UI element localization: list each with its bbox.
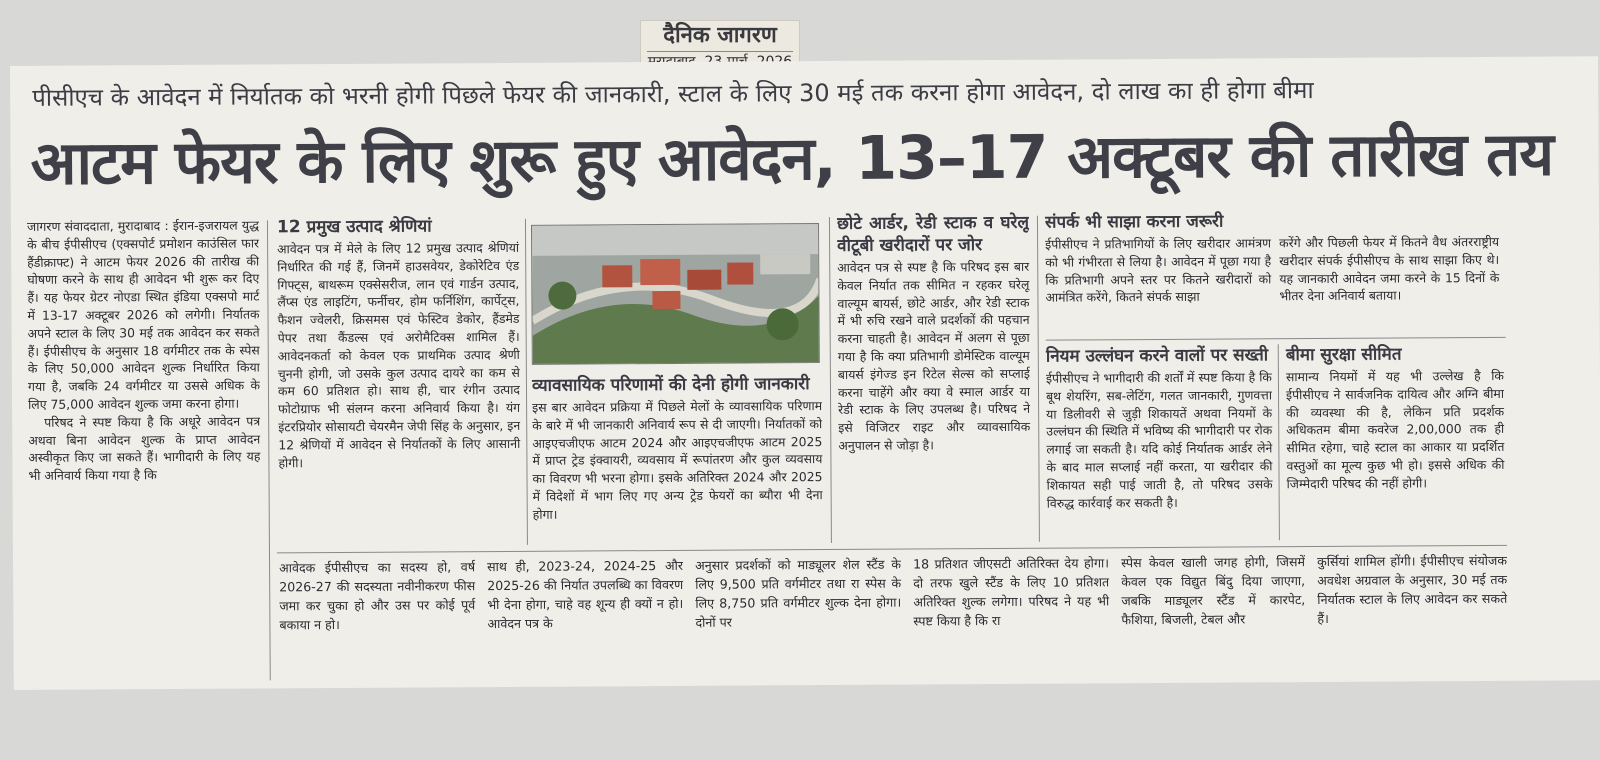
column-rule bbox=[525, 219, 528, 545]
column-6-body: करेंगे और पिछली फेयर में कितने वैध अंतरराष्ट्रीय खरीदार संपर्क ईपीसीएच के साथ साझा किए थे। यह जानकारी आवेदन जमा करने के 15 दिनों के भीतर देना अनिवार्य बताया। bbox=[1279, 233, 1500, 304]
column-2 bbox=[277, 215, 521, 542]
column-3-body: इस बार आवेदन प्रक्रिया में पिछले मेलों के व्यावसायिक परिणाम के बारे में भी जानकारी अनिवार्य रूप से दी जाएगी। निर्यातकों को आइएचजीएफ आटम 2024 और आइएचजीएफ आटम 2025 में प्राप्त ट्रेड इंक्वायरी, व्यवसाय में रूपांतरण और कुल व्यवसाय का विवरण भी भरना होगा। इसके अतिरिक्त 2024 और 2025 में विदेशों में भाग लिए गए अन्य ट्रेड फेयरों का ब्यौरा भी देना होगा। bbox=[532, 398, 823, 522]
subheading-business-results: व्यावसायिक परिणामों की देनी होगी जानकारी bbox=[531, 374, 810, 396]
bottom-column-5 bbox=[1121, 552, 1306, 665]
bottom-column-3 bbox=[695, 555, 902, 668]
bottom-paragraph-5: स्पेस केवल खाली जगह होगी, जिसमें केवल एक विद्युत बिंदु दिया जाएगा, जबकि माड्यूलर स्टैंड में कारपेट, फैशिया, बिजली, टेबल और bbox=[1121, 554, 1306, 628]
subheading-rule-violations: नियम उल्लंघन करने वालों पर सख्ती bbox=[1045, 345, 1269, 367]
column-4-body: आवेदन पत्र से स्पष्ट है कि परिषद इस बार केवल निर्यात तक सीमित न रहकर घरेलू वाल्यूम बायर्स, छोटे आर्डर, और रेडी स्टाक में भी रुचि रखने वाले प्रदर्शकों की पहचान करना चाहती है। आवेदन में अलग से पूछा गया है कि क्या प्रतिभागी डोमेस्टिक वाल्यूम बायर्स इंगेज्ड इन रिटेल सेल्स को सप्लाई करना चाहेंगे और क्या वे स्माल आर्डर या रेडी स्टाक के लिए उपलब्ध है। परिषद ने इसे विजिटर राइट और व्यावसायिक अनुपालन से जोड़ा है। bbox=[837, 258, 1031, 453]
bottom-paragraph-3: अनुसार प्रदर्शकों को माड्यूलर शेल स्टैंड के लिए 9,500 प्रति वर्गमीटर तथा रा स्पेस के लिए 8,750 प्रति वर्गमीटर शुल्क देना होगा। दोनों पर bbox=[695, 556, 902, 630]
column-3 bbox=[532, 373, 823, 541]
bottom-paragraph-4: 18 प्रतिशत जीएसटी अतिरिक्त देय होगा। दो तरफ खुले स्टैंड के लिए 10 प्रतिशत अतिरिक्त शुल्क लगेगा। परिषद ने यह भी स्पष्ट किया है कि रा bbox=[913, 555, 1110, 629]
bottom-paragraph-1: आवेदक ईपीसीएच का सदस्य हो, वर्ष 2026-27 की सदस्यता नवीनीकरण फीस जमा कर चुका हो और उस पर कोई पूर्व बकाया न हो। bbox=[279, 559, 476, 633]
column-rule bbox=[1278, 344, 1280, 540]
subheading-share-contacts: संपर्क भी साझा करना जरूरी bbox=[1044, 211, 1224, 233]
section-rule bbox=[1046, 337, 1506, 341]
bottom-column-2 bbox=[487, 556, 684, 669]
column-rule bbox=[829, 217, 832, 543]
column-8-body: सामान्य नियमों में यह भी उल्लेख है कि ईपीसीएच ने सार्वजनिक दायित्व और अग्नि बीमा की व्यवस्था की है, लेकिन प्रति प्रदर्शक अधिकतम बीमा कवरेज 2,00,000 तक ही सीमित रहेगा, चाहे स्टाल का आकार या प्रदर्शित वस्तुओं का मूल्य कुछ भी हो। इससे अधिक की जिम्मेदारी परिषद की नहीं होगी। bbox=[1285, 367, 1505, 491]
bottom-paragraph-2: साथ ही, 2023-24, 2024-25 और 2025-26 की निर्यात उपलब्धि का विवरण भी देना होगा, चाहे वह शून्य ही क्यों न हो। आवेदन पत्र के bbox=[487, 557, 684, 632]
kicker-line: पीसीएच के आवेदन में निर्यातक को भरनी होगी पिछले फेयर की जानकारी, स्टाल के लिए 30 मई तक करना होगा आवेदन, दो लाख का ही होगा बीमा bbox=[32, 76, 1314, 112]
column-5-body: ईपीसीएच ने प्रतिभागियों के लिए खरीदार आमंत्रण को भी गंभीरता से लिया है। आवेदन में पूछा गया है कि प्रतिभागी अपने स्तर पर कितने खरीदारों को आमंत्रित करेंगे, कितने संपर्क साझा bbox=[1045, 235, 1272, 306]
newspaper-logo: दैनिक जागरण bbox=[663, 23, 777, 48]
column-2-body: आवेदन पत्र में मेले के लिए 12 प्रमुख उत्पाद श्रेणियां निर्धारित की गई हैं, जिनमें हाउसवेयर, डेकोरेटिव एंड गिफ्ट्स, बाथरूम एक्सेसरीज, लान एवं गार्डन उत्पाद, लैंप्स एंड लाइटिंग, फर्नीचर, होम फर्निशिंग, कार्पेट्स, फैशन ज्वेलरी, क्रिसमस एवं फेस्टिव डेकोर, हैंडमेड पेपर तथा कैंडल्स एवं अरोमैटिक्स शामिल हैं। आवेदनकर्ता को केवल एक प्राथमिक उत्पाद श्रेणी चुननी होगी, जो उसके कुल उत्पाद दायरे का कम से कम 60 प्रतिशत हो। साथ ही, चार रंगीन उत्पाद फोटोग्राफ भी संलग्न करना अनिवार्य किया है। यंग इंटरप्रियोर सोसायटी चेयरमैन जेपी सिंह के अनुसार, इन 12 श्रेणियों में आवेदन से निर्यातकों के लिए आसानी होगी। bbox=[277, 239, 521, 470]
bottom-paragraph-6: कुर्सियां शामिल होंगी। ईपीसीएच संयोजक अवधेश अग्रवाल के अनुसार, 30 मई तक निर्यातक स्टाल के लिए आवेदन कर सकते हैं। bbox=[1317, 552, 1508, 627]
column-7 bbox=[1046, 344, 1273, 539]
bottom-column-1 bbox=[279, 557, 476, 670]
column-7-body: ईपीसीएच ने भागीदारी की शर्तों में स्पष्ट किया है कि बूथ शेयरिंग, सब-लेटिंग, गलत जानकारी, गुणवत्ता या डिलीवरी से जुड़ी शिकायतें अथवा नियमों के उल्लंघन की स्थिति में भविष्य की भागीदारी पर रोक लगाई जा सकती है। यदि कोई निर्यातक आर्डर लेने के बाद माल सप्लाई नहीं करता, या खरीदार की शिकायत सही पाई जाती है, तो परिषद उसके विरुद्ध कार्रवाई कर सकती है। bbox=[1045, 369, 1273, 511]
subheading-insurance: बीमा सुरक्षा सीमित bbox=[1285, 344, 1402, 366]
column-1-paragraph-2: परिषद ने स्पष्ट किया है कि अधूरे आवेदन पत्र अथवा बिना आवेदन शुल्क के प्राप्त आवेदन अस्वीकृत किए जा सकते हैं। भागीदारी के लिए यह भी अनिवार्य किया गया है कि bbox=[28, 413, 261, 484]
subheading-small-orders: छोटे आर्डर, रेडी स्टाक व घरेलू वीटूबी खरीदारों पर जोर bbox=[836, 212, 1030, 256]
aerial-photo-icon bbox=[532, 224, 820, 365]
aerial-photo bbox=[531, 223, 820, 365]
lead-paragraph: जागरण संवाददाता, मुरादाबाद : ईरान-इजरायल युद्ध के बीच ईपीसीएच (एक्सपोर्ट प्रमोशन काउंसिल फार हैंडीक्राफ्ट) ने आटम फेयर 2026 की तारीख की घोषणा करने के साथ ही आवेदन भी शुरू कर दिए हैं। यह फेयर ग्रेटर नोएडा स्थित इंडिया एक्सपो मार्ट में 13-17 अक्टूबर 2026 को लगेगी। निर्यातक अपने स्टाल के लिए 30 मई तक आवेदन कर सकते हैं। ईपीसीएच के अनुसार 18 वर्गमीटर तक के स्पेस के लिए 50,000 आवेदन शुल्क निर्धारित किया गया है, जबकि 24 वर्गमीटर या उससे अधिक के लिए 75,000 आवेदन शुल्क जमा करना होगा। bbox=[26, 217, 261, 412]
bottom-column-6 bbox=[1317, 551, 1508, 664]
headline: आटम फेयर के लिए शुरू हुए आवेदन, 13–17 अक्टूबर की तारीख तय bbox=[30, 119, 1554, 199]
newspaper-clipping bbox=[10, 56, 1600, 690]
column-rule bbox=[1037, 216, 1040, 542]
column-1 bbox=[27, 216, 262, 679]
column-4 bbox=[837, 212, 1031, 541]
bottom-column-4 bbox=[913, 553, 1110, 666]
column-8 bbox=[1286, 343, 1505, 538]
column-rule bbox=[267, 220, 271, 680]
column-5 bbox=[1045, 210, 1272, 333]
subheading-product-categories: 12 प्रमुख उत्पाद श्रेणियां bbox=[276, 216, 432, 238]
column-6 bbox=[1279, 233, 1500, 330]
